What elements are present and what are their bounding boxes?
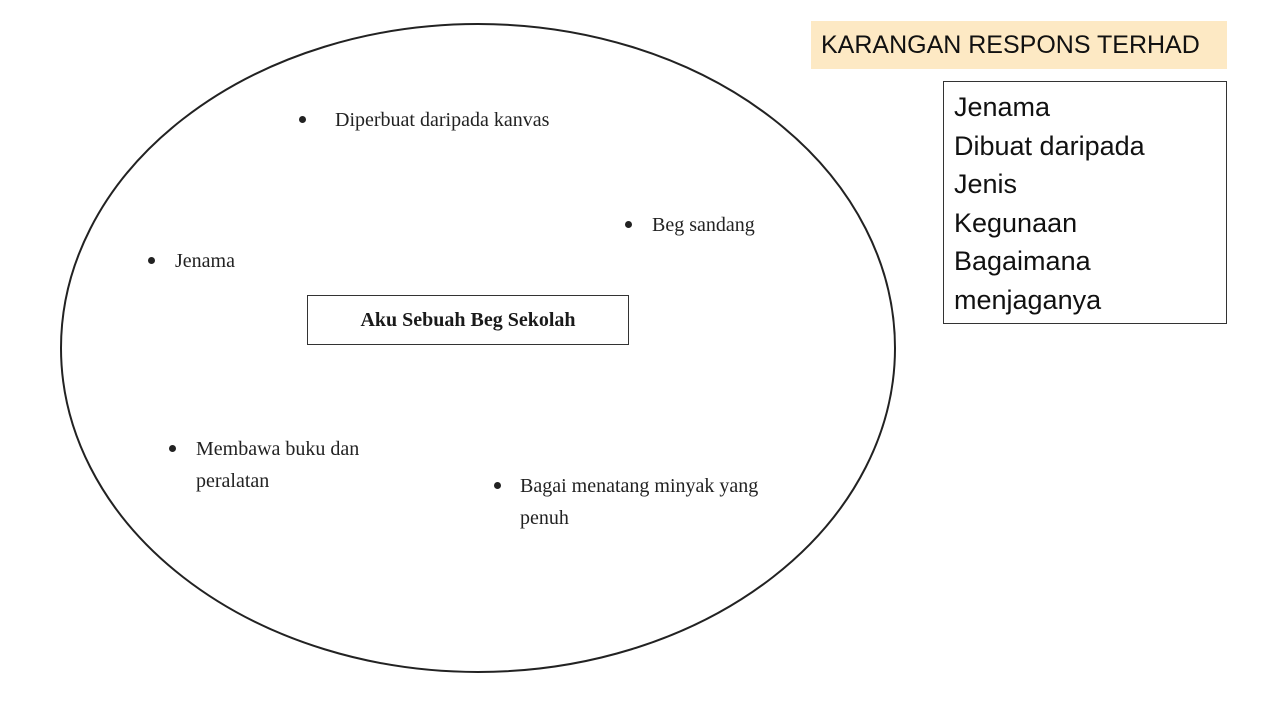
criteria-line: Kegunaan — [954, 207, 1078, 238]
bullet-icon — [299, 116, 306, 123]
criteria-line: menjaganya — [954, 284, 1102, 315]
slide-title-tag — [811, 21, 1227, 69]
mindmap-item-text: Jenama — [175, 250, 235, 272]
criteria-line: Jenama — [954, 92, 1051, 122]
mindmap-item-text: Membawa buku dan peralatan — [196, 438, 360, 492]
criteria-line: Dibuat daripada — [954, 130, 1145, 161]
bullet-icon — [148, 257, 155, 264]
mindmap-item-text: Diperbuat daripada kanvas — [335, 109, 550, 131]
mindmap-item-text: Bagai menatang minyak yang penuh — [520, 475, 759, 529]
criteria-line: Bagaimana — [954, 246, 1091, 276]
bullet-icon — [169, 445, 176, 452]
criteria-box — [943, 81, 1227, 324]
mindmap-item — [494, 470, 770, 534]
mindmap-item-text: Beg sandang — [652, 214, 755, 236]
slide-title: KARANGAN RESPONS TERHAD — [821, 30, 1200, 59]
mindmap-item — [299, 104, 549, 136]
mindmap-item — [148, 245, 235, 277]
mindmap-center-box — [307, 295, 629, 345]
bullet-icon — [625, 221, 632, 228]
bullet-icon — [494, 482, 501, 489]
criteria-line: Jenis — [954, 169, 1018, 199]
mindmap-item — [625, 209, 755, 241]
mindmap-item — [169, 433, 416, 497]
mindmap-center-label: Aku Sebuah Beg Sekolah — [360, 308, 576, 331]
